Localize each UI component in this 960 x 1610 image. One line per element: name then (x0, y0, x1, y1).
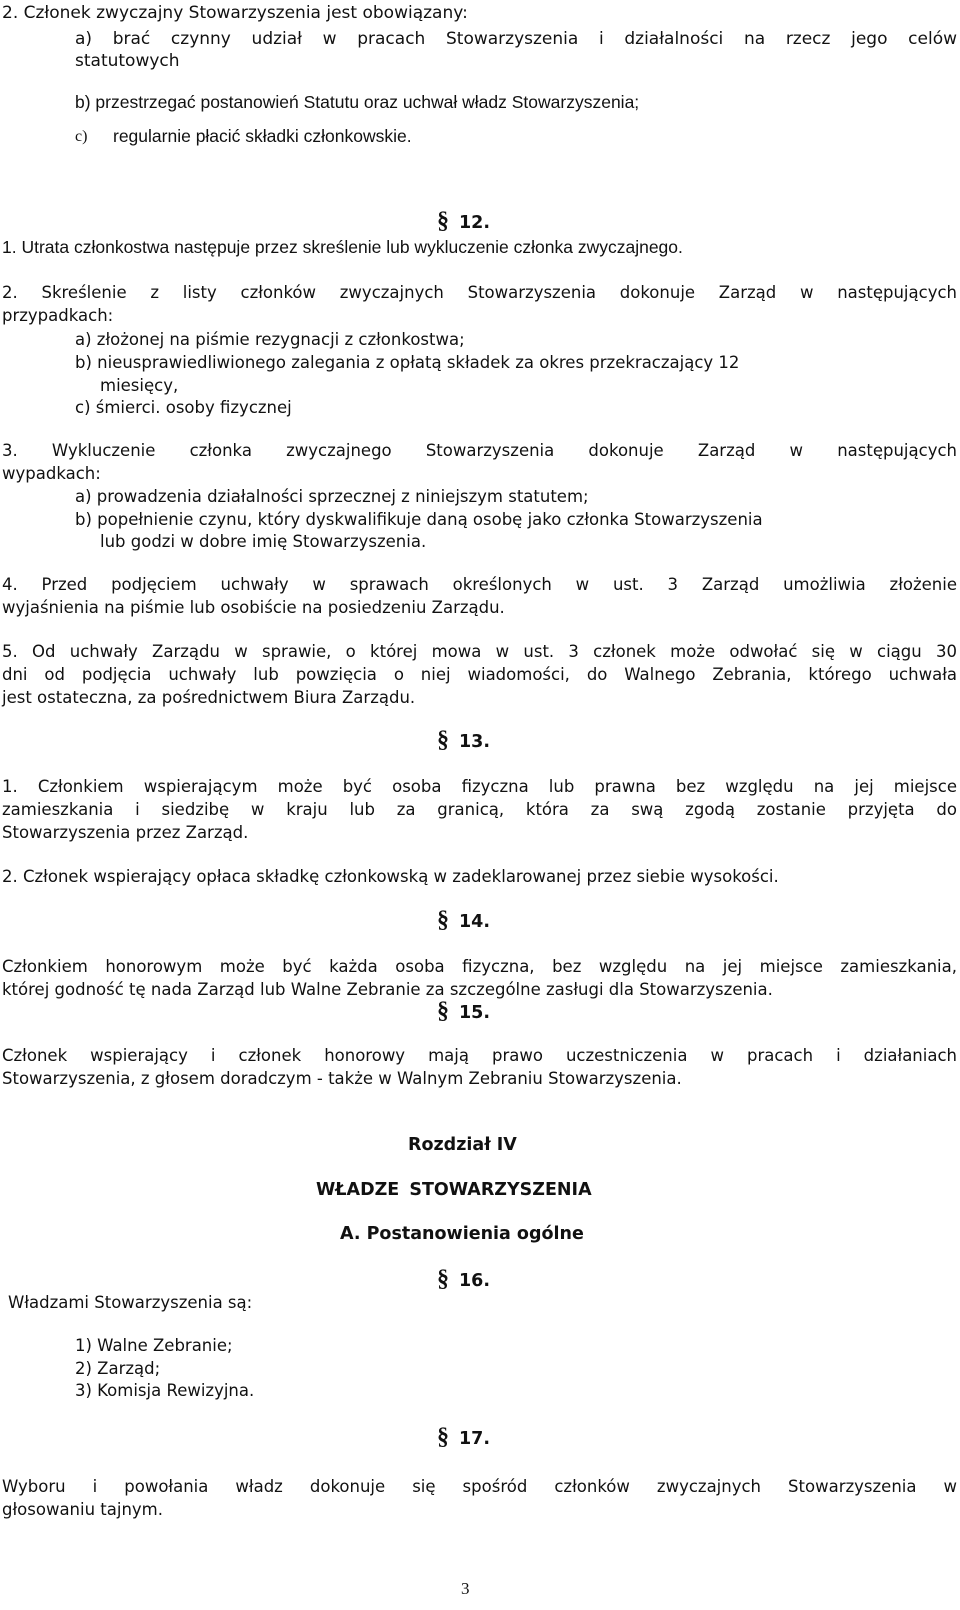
s12-point-5-line1: 5. Od uchwały Zarządu w sprawie, o której mowa w ust. 3 członek może odwołać się w ciągu 30 (2, 642, 957, 661)
s12-point-4-line1: 4. Przed podjęciem uchwały w sprawach określonych w ust. 3 Zarząd umożliwia złożenie (2, 575, 957, 594)
authority-item: 2) Zarząd; (75, 1359, 161, 1378)
authority-item: 3) Komisja Rewizyjna. (75, 1381, 255, 1400)
obligation-b: b) przestrzegać postanowień Statutu oraz uchwał władz Stowarzyszenia; (75, 92, 640, 112)
section-number: 12. (459, 213, 491, 233)
s13-point-1-line3: Stowarzyszenia przez Zarząd. (2, 823, 249, 842)
section-sign: § (437, 208, 449, 234)
section-number: 14. (459, 912, 491, 932)
s12-point-3-line2: wypadkach: (2, 464, 101, 483)
section-sign: § (437, 998, 449, 1024)
s12-point-1: 1. Utrata członkostwa następuje przez skreślenie lub wykluczenie członka zwyczajnego. (2, 237, 683, 257)
obligation-a-line1: a) brać czynny udział w pracach Stowarzyszenia i działalności na rzecz jego celów (75, 29, 957, 49)
section-16-heading (437, 1266, 490, 1293)
s15-line2: Stowarzyszenia, z głosem doradczym - także w Walnym Zebraniu Stowarzyszenia. (2, 1069, 682, 1088)
s14-line2: której godność tę nada Zarząd lub Walne Zebranie za szczególne zasługi dla Stowarzyszenia. (2, 980, 773, 999)
obligation-c-label: c) (75, 128, 88, 145)
s13-point-1-line1: 1. Członkiem wspierającym może być osoba fizyczna lub prawna bez względu na jej miejsce (2, 777, 957, 796)
s12-point-3-b-line2: lub godzi w dobre imię Stowarzyszenia. (100, 532, 427, 551)
section-sign: § (437, 907, 449, 933)
authorities-intro: Władzami Stowarzyszenia są: (8, 1293, 253, 1312)
section-number: 17. (459, 1429, 491, 1449)
s12-point-5-line3: jest ostateczna, za pośrednictwem Biura Zarządu. (2, 688, 416, 707)
s12-point-3-a: a) prowadzenia działalności sprzecznej z niniejszym statutem; (75, 487, 589, 506)
s12-point-2-b-line1: b) nieusprawiedliwionego zalegania z opłatą składek za okres przekraczający 12 (75, 353, 740, 372)
section-sign: § (437, 1424, 449, 1450)
s12-point-4-line2: wyjaśnienia na piśmie lub osobiście na posiedzeniu Zarządu. (2, 598, 505, 617)
section-15-heading (437, 998, 490, 1025)
section-sign: § (437, 1266, 449, 1292)
s17-line1: Wyboru i powołania władz dokonuje się spośród członków zwyczajnych Stowarzyszenia w (2, 1477, 957, 1496)
s12-point-3-b-line1: b) popełnienie czynu, który dyskwalifikuje daną osobę jako członka Stowarzyszenia (75, 510, 763, 529)
s13-point-1-line2: zamieszkania i siedzibę w kraju lub za granicą, która za swą zgodą zostanie przyjęta do (2, 800, 957, 819)
section-13-heading (437, 727, 490, 754)
authority-item: 1) Walne Zebranie; (75, 1336, 233, 1355)
section-12-heading (437, 208, 490, 235)
chapter-name: WŁADZE STOWARZYSZENIA (316, 1180, 592, 1200)
s12-point-2-line2: przypadkach: (2, 306, 114, 325)
s12-point-2-a: a) złożonej na piśmie rezygnacji z członkostwa; (75, 330, 465, 349)
section-14-heading (437, 907, 490, 934)
chapter-title: Rozdział IV (408, 1135, 517, 1155)
page-number: 3 (461, 1579, 470, 1598)
section-17-heading (437, 1424, 490, 1451)
s14-line1: Członkiem honorowym może być każda osoba fizyczna, bez względu na jej miejsce zamieszkania, (2, 957, 957, 976)
s13-point-2: 2. Członek wspierający opłaca składkę członkowską w zadeklarowanej przez siebie wysokości. (2, 867, 779, 886)
s12-point-3-line1: 3. Wykluczenie członka zwyczajnego Stowarzyszenia dokonuje Zarząd w następujących (2, 441, 957, 460)
s12-point-2-c: c) śmierci. osoby fizycznej (75, 398, 292, 417)
obligation-a-line2: statutowych (75, 51, 180, 71)
section-number: 16. (459, 1271, 491, 1291)
s17-line2: głosowaniu tajnym. (2, 1500, 164, 1519)
obligations-intro: 2. Członek zwyczajny Stowarzyszenia jest obowiązany: (2, 3, 468, 23)
s12-point-2-b-line2: miesięcy, (100, 376, 179, 395)
section-sign: § (437, 727, 449, 753)
s15-line1: Członek wspierający i członek honorowy mają prawo uczestniczenia w pracach i działaniach (2, 1046, 957, 1065)
section-number: 15. (459, 1003, 491, 1023)
subsection-title: A. Postanowienia ogólne (340, 1224, 584, 1244)
obligation-c-text: regularnie płacić składki członkowskie. (113, 126, 412, 146)
section-number: 13. (459, 732, 491, 752)
s12-point-5-line2: dni od podjęcia uchwały lub powzięcia o niej wiadomości, do Walnego Zebrania, którego uchwała (2, 665, 957, 684)
s12-point-2-line1: 2. Skreślenie z listy członków zwyczajnych Stowarzyszenia dokonuje Zarząd w następujących (2, 283, 957, 302)
